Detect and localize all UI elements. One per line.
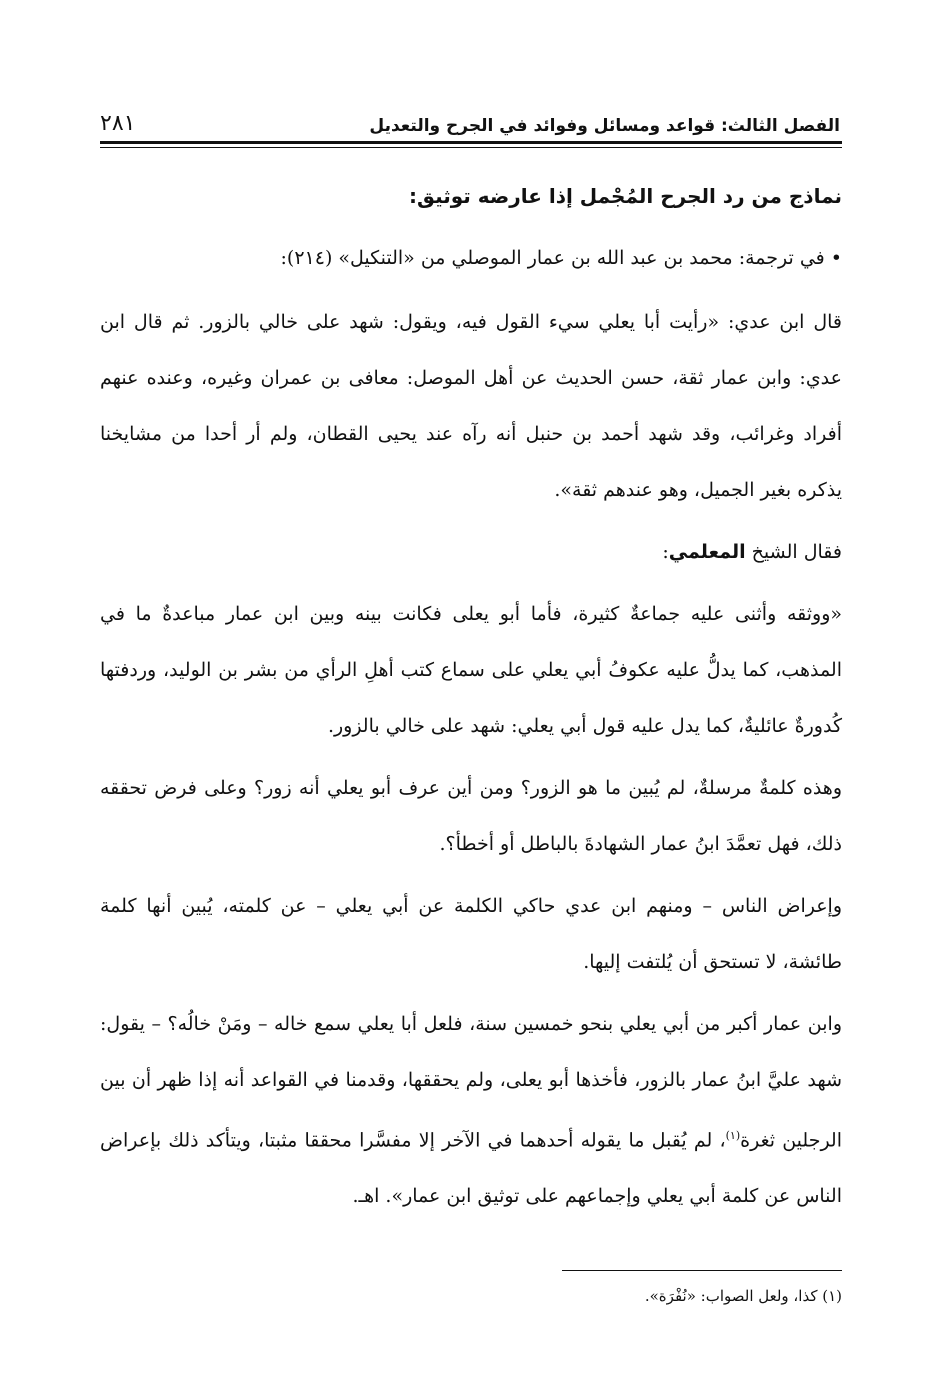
paragraph-age-difference bbox=[100, 996, 842, 1224]
chapter-title: الفصل الثالث: قواعد ومسائل وفوائد في الجرح والتعديل bbox=[369, 116, 840, 136]
paragraph-part-a: وابن عمار أكبر من أبي يعلي بنحو خمسين سنة، فلعل أبا يعلي سمع خاله – ومَنْ خالُه؟ – يقول: شهد عليَّ ابنُ عمار بالزور، فأخذها أبو يعلى، ولم يحققها، وقدمنا في القواعد أنه إذا ظهر أن بين الرجلين ثغرة bbox=[100, 1013, 842, 1152]
paragraph-word-analysis: وهذه كلمةٌ مرسلةٌ، لم يُبين ما هو الزور؟ ومن أين عرف أبو يعلي أنه زور؟ وعلى فرض تحققه ذلك، فهل تعمَّدَ ابنُ عمار الشهادةَ بالباطل أو أخطأ؟. bbox=[100, 777, 842, 855]
section-heading: نماذج من رد الجرح المُجْمل إذا عارضه توثيق: bbox=[409, 184, 842, 208]
paragraph-people-turning-away: وإعراض الناس – ومنهم ابن عدي حاكي الكلمة عن أبي يعلي – عن كلمته، يُبين أنها كلمة طائشة، لا تستحق أن يُلتفت إليها. bbox=[100, 895, 842, 973]
author-name: المعلمي bbox=[668, 541, 746, 563]
paragraph-ibn-adi-quote: قال ابن عدي: «رأيت أبا يعلي سيء القول فيه، ويقول: شهد على خالي بالزور. ثم قال ابن عدي: وابن عمار ثقة، حسن الحديث عن أهل الموصل: معافى بن عمران وغيره، وعنده عنهم أفراد وغرائب، وقد شهد أحمد بن حنبل أنه رآه عند يحيى القطان، ولم أر أحدا من مشايخنا يذكره بغير الجميل، وهو عندهم ثقة». bbox=[100, 311, 842, 501]
paragraph-part-b: ، لم يُقبل ما يقوله أحدهما في الآخر إلا مفسَّرا محققا مثبتا، ويتأكد ذلك بإعراض الناس عن كلمة أبي يعلي وإجماعهم على توثيق ابن عمار». اهـ. bbox=[100, 1129, 842, 1208]
paragraph-muallimi-intro bbox=[100, 524, 842, 580]
footnote: (١) كذا، ولعل الصواب: «نُفْرَة». bbox=[644, 1287, 842, 1305]
page-number: ٢٨١ bbox=[100, 111, 136, 136]
paragraph-muallimi-quote: «ووثقه وأثنى عليه جماعةٌ كثيرة، فأما أبو يعلى فكانت بينه وبين ابن عمار مباعدةٌ ما في المذهب، كما يدلُّ عليه عكوفُ أبي يعلي على سماع كتب أهلِ الرأي من بشر بن الوليد، وردفتها كُدورةٌ عائليةٌ، كما يدل عليه قول أبي يعلي: شهد على خالي بالزور. bbox=[100, 603, 842, 737]
running-header bbox=[100, 96, 840, 136]
footnote-marker[interactable]: (١) bbox=[725, 1129, 741, 1142]
intro-suffix: : bbox=[662, 541, 669, 563]
footnote-rule bbox=[562, 1270, 842, 1271]
main-text bbox=[100, 172, 842, 1230]
intro-prefix: فقال الشيخ bbox=[745, 541, 842, 563]
header-rule-thick bbox=[100, 141, 842, 144]
header-rule-thin bbox=[100, 147, 842, 148]
bullet-item: • في ترجمة: محمد بن عبد الله بن عمار الموصلي من «التنكيل» (٢١٤): bbox=[280, 247, 842, 269]
